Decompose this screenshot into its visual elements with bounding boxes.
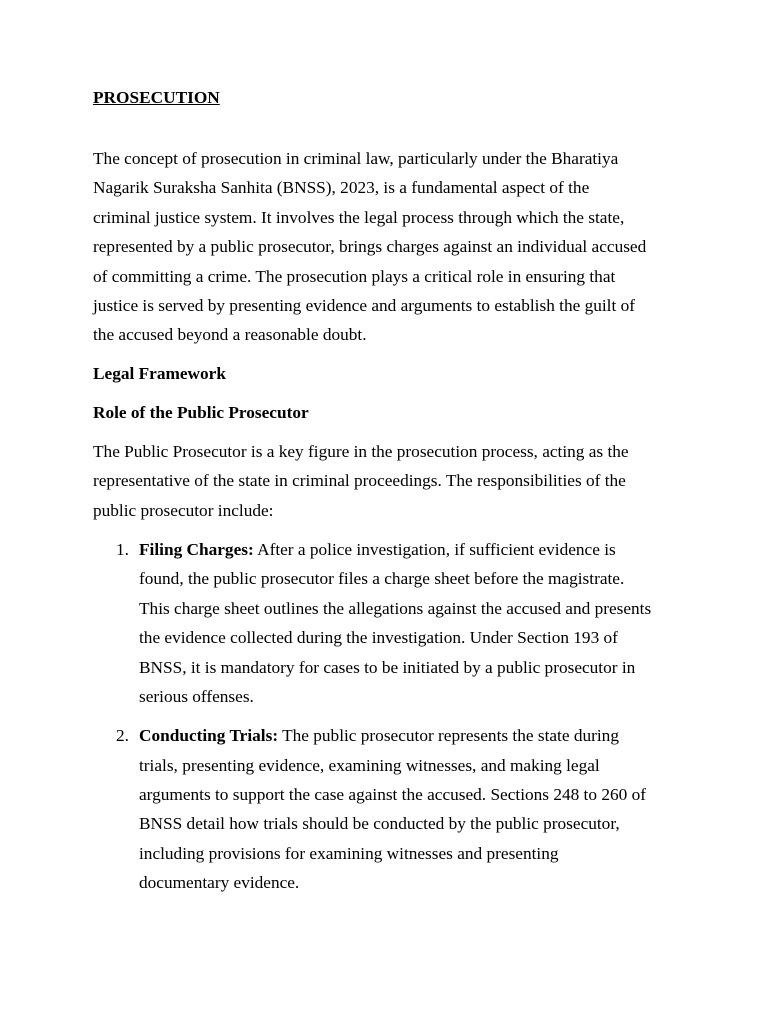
list-item-first-line bbox=[139, 721, 683, 750]
list-item bbox=[93, 535, 683, 711]
heading-role-of-public-prosecutor: Role of the Public Prosecutor bbox=[93, 403, 309, 422]
intro-line: criminal justice system. It involves the legal process through which the state, bbox=[93, 207, 625, 227]
list-item-line: found, the public prosecutor files a charge sheet before the magistrate. bbox=[139, 569, 625, 589]
list-item-line: arguments to support the case against the accused. Sections 248 to 260 of bbox=[139, 785, 646, 805]
intro-line: the accused beyond a reasonable doubt. bbox=[93, 325, 367, 345]
heading-legal-framework: Legal Framework bbox=[93, 364, 226, 383]
intro-paragraph bbox=[93, 144, 683, 350]
list-item-label: Filing Charges: bbox=[139, 540, 254, 559]
list-item-first-line bbox=[139, 535, 683, 564]
list-item-number: 1. bbox=[116, 540, 129, 559]
list-item bbox=[93, 721, 683, 897]
list-item-line: documentary evidence. bbox=[139, 873, 300, 893]
responsibilities-list bbox=[93, 535, 683, 907]
intro-line: represented by a public prosecutor, brings charges against an individual accused bbox=[93, 237, 647, 257]
list-item-line: BNSS detail how trials should be conducted by the public prosecutor, bbox=[139, 814, 620, 834]
list-item-line: This charge sheet outlines the allegations against the accused and presents bbox=[139, 598, 652, 618]
list-item-number: 2. bbox=[116, 726, 129, 746]
list-item-first-line-text: After a police investigation, if sufficient evidence is bbox=[253, 540, 616, 559]
role-line: public prosecutor include: bbox=[93, 500, 274, 520]
intro-line: justice is served by presenting evidence and arguments to establish the guilt of bbox=[93, 296, 635, 316]
list-item-label: Conducting Trials: bbox=[139, 726, 279, 746]
list-item-line: the evidence collected during the investigation. Under Section 193 of bbox=[139, 628, 618, 648]
list-item-first-line-text: The public prosecutor represents the state during bbox=[278, 726, 619, 746]
role-line: representative of the state in criminal proceedings. The responsibilities of the bbox=[93, 471, 626, 491]
intro-line: Nagarik Suraksha Sanhita (BNSS), 2023, is a fundamental aspect of the bbox=[93, 178, 590, 198]
intro-line: The concept of prosecution in criminal law, particularly under the Bharatiya bbox=[93, 149, 619, 168]
list-item-line: BNSS, it is mandatory for cases to be initiated by a public prosecutor in bbox=[139, 657, 636, 677]
list-item-line: including provisions for examining witnesses and presenting bbox=[139, 843, 559, 863]
list-item-line: trials, presenting evidence, examining witnesses, and making legal bbox=[139, 755, 600, 775]
intro-line: of committing a crime. The prosecution plays a critical role in ensuring that bbox=[93, 266, 616, 286]
role-paragraph bbox=[93, 437, 683, 525]
role-line: The Public Prosecutor is a key figure in the prosecution process, acting as the bbox=[93, 442, 629, 461]
document-title: PROSECUTION bbox=[93, 88, 220, 107]
list-item-line: serious offenses. bbox=[139, 687, 254, 707]
